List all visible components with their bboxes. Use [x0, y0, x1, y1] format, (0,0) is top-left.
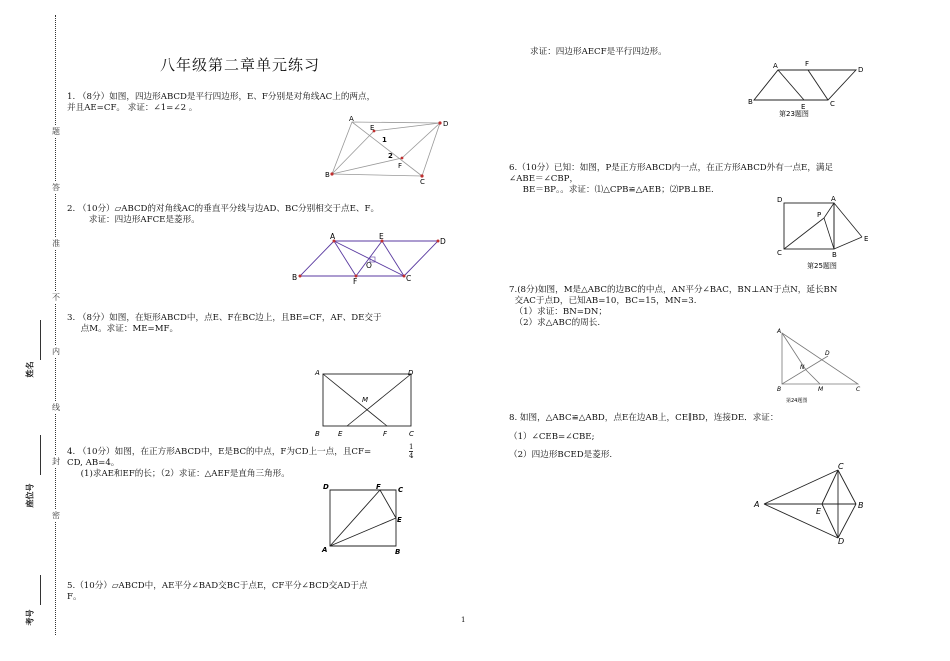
point-B: B: [858, 501, 864, 510]
name-label: 姓名: [24, 361, 35, 378]
point-B: B: [748, 98, 753, 106]
angle-2: 2: [388, 152, 393, 160]
q8-figure: [752, 460, 870, 546]
seat-underline: [40, 435, 41, 475]
seal-char: 封: [52, 457, 60, 466]
point-D: D: [858, 66, 864, 74]
point-A: A: [754, 500, 760, 509]
question-7: 7.(8分)如图，M是△ABC的边BC的中点，AN平分∠BAC，BN⊥AN于点N，延长BN 交AC于点D，已知AB=10，BC=15，MN=3. （1）求证：BN=DN； （2）求△ABC的周长.: [509, 285, 838, 328]
seal-char: 不: [52, 293, 60, 302]
point-A: A: [315, 369, 320, 377]
point-A: A: [322, 546, 328, 554]
point-F: F: [376, 483, 381, 491]
point-E: E: [801, 103, 806, 111]
point-E: E: [864, 235, 869, 243]
q1-figure: [322, 114, 456, 184]
binding-line: [55, 15, 56, 635]
point-C: C: [830, 100, 835, 108]
point-B: B: [777, 386, 782, 393]
point-C: C: [856, 386, 861, 393]
point-E: E: [370, 124, 375, 132]
point-E: E: [338, 430, 343, 438]
point-E: E: [397, 516, 402, 524]
point-D: D: [825, 350, 830, 357]
angle-1: 1: [382, 136, 387, 144]
point-B: B: [395, 548, 401, 556]
q5-figure: [746, 58, 870, 118]
point-O: O: [366, 261, 372, 270]
point-C: C: [406, 274, 412, 283]
question-3: 3. （8分）如图，在矩形ABCD中，点E、F在BC边上，且BE=CF，AF、DE交于 点M。求证：ME=MF。: [67, 313, 382, 334]
point-M: M: [362, 396, 369, 404]
point-D: D: [323, 483, 329, 491]
question-6: 6.（10分）已知：如图，P是正方形ABCD内一点，在正方形ABCD外有一点E，满足 ∠ABE＝∠CBP， BE＝BP。。求证：⑴△CPB≌△AEB；⑵PB⊥BE.: [509, 163, 834, 195]
point-D: D: [838, 537, 845, 546]
name-underline: [40, 320, 41, 360]
seal-char: 线: [52, 403, 60, 412]
seal-char: 题: [52, 127, 60, 136]
question-5: 5.（10分）▱ABCD中，AE平分∠BAD交BC于点E，CF平分∠BCD交AD于点 F。: [67, 581, 368, 602]
point-F: F: [353, 277, 358, 284]
point-A: A: [773, 62, 778, 70]
point-D: D: [443, 120, 449, 128]
question-8: 8. 如图，△ABC≌△ABD，点E在边AB上，CE∥BD，连接DE．求证：: [509, 413, 779, 423]
seal-char: 答: [52, 183, 60, 192]
point-C: C: [777, 249, 782, 257]
point-D: D: [408, 369, 414, 377]
question-8-part2: （2）四边形BCED是菱形.: [509, 450, 613, 460]
point-D: D: [777, 196, 783, 204]
point-C: C: [420, 178, 425, 184]
q4-fraction: 1 4: [409, 443, 414, 460]
page-number: 1: [461, 616, 466, 624]
question-4: 4. （10分）如图，在正方形ABCD中，E是BC的中点，F为CD上一点，且CF= CD, AB=4。 (1)求AE和EF的长；（2）求证：△AEF是直角三角形。: [67, 447, 372, 479]
seal-char: 内: [52, 347, 60, 356]
exam-no-underline: [40, 575, 41, 605]
point-F: F: [398, 162, 403, 170]
point-E: E: [816, 507, 822, 516]
point-B: B: [315, 430, 320, 438]
figure-caption: 第25题图: [807, 262, 837, 270]
point-D: D: [440, 237, 446, 246]
q4-figure: [318, 480, 410, 556]
seal-char: 准: [52, 239, 60, 248]
point-N: N: [800, 364, 805, 371]
question-2: 2. （10分）▱ABCD的对角线AC的垂直平分线与边AD、BC分别相交于点E、F。 求证：四边形AFCE是菱形。: [67, 204, 380, 225]
point-B: B: [292, 273, 298, 282]
point-F: F: [383, 430, 388, 438]
question-8-part1: （1）∠CEB=∠CBE;: [509, 432, 595, 442]
q7-figure: [770, 325, 870, 405]
q6-figure: [774, 193, 874, 271]
point-A: A: [777, 328, 782, 335]
q2-figure: [290, 232, 450, 284]
q3-figure: [312, 366, 422, 440]
point-A: A: [349, 115, 354, 123]
page-title: 八年级第二章单元练习: [160, 56, 321, 74]
seal-char: 密: [52, 511, 60, 520]
point-P: P: [817, 211, 822, 219]
point-A: A: [330, 232, 336, 241]
point-C: C: [409, 430, 414, 438]
point-B: B: [832, 251, 837, 259]
exam-no-label: 考号: [24, 609, 35, 626]
point-C: C: [838, 462, 844, 471]
point-F: F: [805, 60, 810, 68]
point-E: E: [379, 232, 384, 241]
point-M: M: [818, 386, 824, 393]
figure-caption: 第24题图: [786, 398, 808, 404]
seat-label: 座位号: [24, 483, 35, 508]
point-B: B: [325, 171, 330, 179]
point-C: C: [398, 486, 404, 494]
point-A: A: [831, 195, 836, 203]
question-1: 1. （8分）如图，四边形ABCD是平行四边形，E、F分别是对角线AC上的两点， 并且AE=CF。 求证：∠1=∠2 。: [67, 92, 376, 113]
question-5-proof: 求证：四边形AECF是平行四边形。: [530, 47, 667, 57]
figure-caption: 第23题图: [779, 110, 809, 118]
